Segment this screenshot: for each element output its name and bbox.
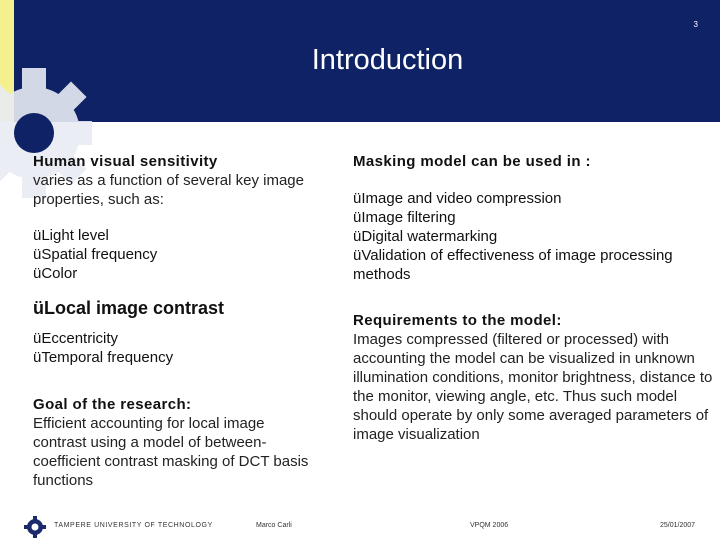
left-column — [33, 152, 313, 490]
sensitivity-heading: Human visual sensitivity — [33, 153, 218, 170]
footer-author: Marco Carli — [256, 522, 292, 529]
list-item: üSpatial frequency — [33, 246, 158, 263]
check-icon: ü — [33, 246, 42, 263]
list-item: üTemporal frequency — [33, 349, 174, 366]
university-logo-icon — [24, 516, 46, 538]
goal-text: Efficient accounting for local image contrast using a model of between-coefficient contrast masking of DCT basis functions — [33, 415, 309, 489]
masking-heading: Masking model can be used in : — [353, 153, 591, 170]
check-icon: ü — [353, 190, 362, 207]
highlight-item: üLocal image contrast — [33, 298, 225, 318]
list-item: üValidation of effectiveness of image processing methods — [353, 247, 673, 283]
check-icon: ü — [353, 228, 362, 245]
list-item: üColor — [33, 265, 78, 282]
check-icon: ü — [33, 265, 42, 282]
goal-heading: Goal of the research: — [33, 396, 192, 413]
footer-university: TAMPERE UNIVERSITY OF TECHNOLOGY — [54, 522, 213, 529]
list-item: üEccentricity — [33, 330, 119, 347]
slide-title: Introduction — [311, 44, 464, 76]
footer-conference: VPQM 2006 — [470, 522, 509, 529]
slide-footer — [0, 510, 720, 540]
check-icon: ü — [33, 227, 42, 244]
check-icon: ü — [353, 247, 362, 264]
sensitivity-intro: varies as a function of several key image properties, such as: — [33, 172, 304, 208]
requirements-heading: Requirements to the model: — [353, 312, 562, 329]
requirements-text: Images compressed (filtered or processed) with accounting the model can be visualized in unknown illumination conditions, monitor brightness, distance to the monitor, viewing angle, etc. Thus such model should operate by only some averaged parameters of image visualization — [353, 331, 713, 443]
list-item: üLight level — [33, 227, 109, 244]
right-column — [353, 152, 715, 444]
list-item: üImage and video compression — [353, 190, 562, 207]
check-icon: ü — [33, 298, 44, 318]
check-icon: ü — [33, 349, 42, 366]
check-icon: ü — [353, 209, 362, 226]
list-item: üImage filtering — [353, 209, 456, 226]
list-item: üDigital watermarking — [353, 228, 498, 245]
footer-date: 25/01/2007 — [660, 522, 696, 529]
check-icon: ü — [33, 330, 42, 347]
slide-header — [0, 0, 720, 122]
page-number: 3 — [693, 20, 698, 29]
